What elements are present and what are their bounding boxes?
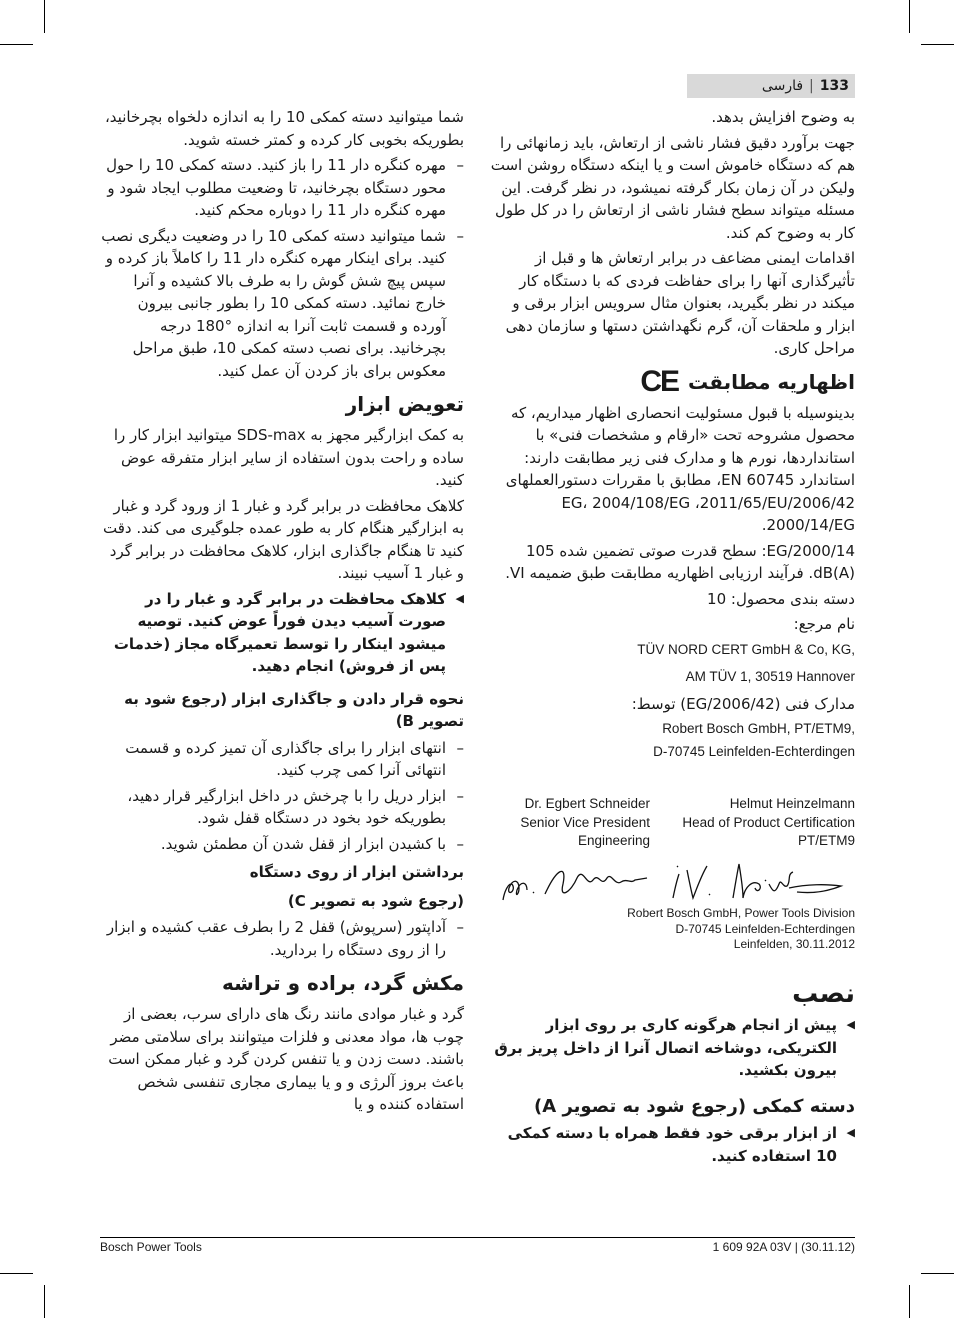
footer-brand: Bosch Power Tools [100, 1240, 202, 1254]
section-heading-install: نصب [792, 979, 855, 1009]
crop-mark [44, 0, 45, 33]
paragraph: کلاهک محافظت در برابر گرد و غبار 1 از ورود گرد و غبار به ابزارگیر هنگام کار به طور عمده جلوگیری می کند. دقت کنید تا هنگام جاگذاری ابزار، کلاهک محافظت در برابر گرد و غبار 1 آسیب نبیند. [102, 496, 464, 582]
paragraph: به وضوح افزایش بدهد. [711, 108, 855, 126]
section-heading-remove-tool-ref: (رجوع شود به تصویر C) [287, 891, 464, 910]
page-number: 133 [819, 78, 849, 94]
warning-text: کلاهک محافظت در برابر گرد و غبار را در صورت آسیب دیدن فوراً عوض کنید. توصیه میشود اینکار را توسط تعمیرگاه مجاز (خدمات پس از فروش) انجام دهید. [113, 589, 446, 675]
notified-body [487, 639, 855, 689]
paragraph: اقدامات ایمنی مضاعف در برابر ارتعاش ها و قبل از تأثیرگذاری آنها را برای حفاظت فردی که با دستگاه کار میکند در نظر بگیرید، بعنوان مثال سرویس ابزار برقی و ابزار و ملحقات آن، گرم نگهداشتن دستها و سازمان دهی مراحل کاری. [505, 249, 855, 357]
warning-text: از ابزار برقی خود فقط همراه با دسته کمکی 10 استفاده کنید. [507, 1124, 837, 1165]
company-address [497, 906, 855, 953]
section-heading-conformity [487, 364, 855, 398]
conformity-title: اظهاریه مطابقت [688, 369, 855, 394]
signatory-right [665, 795, 855, 851]
signatory-line: Senior Vice President [520, 814, 650, 830]
warning-triangle-icon: ◀ [846, 1018, 855, 1031]
section-heading-insert-tool: نحوه قرار دادن و جاگذاری ابزار (رجوع شود به تصویر B) [124, 689, 464, 730]
notified-body-line: AM TÜV 1, 30519 Hannover [685, 669, 855, 684]
section-heading-dust: مکش گرد، براده و تراشه [222, 971, 464, 995]
paragraph: بدینوسیله با قبول مسئولیت انحصاری اظهار میداریم، که محصول مشروحه تحت «ارقام و مشخصات فنی» با استانداردها، نورم ها و مدارک فنی زیر مطابقت دارند: استاندارد EN 60745، مطابق با مقررات دستورالعملهای 2006/42/EG، 2004/108/EG ،2011/65/EU 2000/14/EG. [505, 403, 855, 534]
crop-mark [44, 1285, 45, 1318]
page-header [687, 74, 855, 98]
header-separator: | [809, 78, 814, 94]
signatory-line: Head of Product Certification [682, 814, 855, 830]
warning-item [100, 588, 464, 678]
ce-mark-icon: CE [640, 364, 679, 398]
paragraph: 2000/14/EG: سطح قدرت صوتی تضمین شده 105 dB(A). فرآیند ارزیابی اظهاریه مطابقت طبق ضمیمه VI. [505, 541, 855, 582]
paragraph: دسته بندی محصول: 10 [707, 589, 855, 608]
section-heading-remove-tool: برداشتن ابزار از روی دستگاه [249, 863, 464, 881]
paragraph: گرد و غبار موادی مانند رنگ های دارای سرب، بعضی از چوب ها، مواد معدنی و فلزات میتوانند برای سلامتی مضر باشند. دست زدن و یا تنفس کردن گرد و غبار ممکن است باعث بروز آلرژی و و یا بیماری مجاری تنفسی شخص استفاده کننده و یا [108, 1005, 464, 1113]
section-heading-tool-change: تعویض ابزار [345, 392, 464, 416]
signatory-line: Helmut Heinzelmann [729, 796, 855, 811]
warning-item [487, 1122, 855, 1167]
dash-list-item: – مهره کنگره دار 11 را باز کنید. دسته کمکی 10 را حول محور دستگاه بچرخانید، تا وضعیت مطلوب ایجاد شود و مهره کنگره دار 11 را دوباره محکم کنید. [100, 154, 464, 222]
tech-docs-holder [487, 718, 855, 763]
crop-mark [909, 0, 910, 33]
signatory-line: PT/ETM9 [797, 833, 855, 848]
paragraph: مدارک فنی (2006/42/EG) توسط: [631, 694, 855, 713]
footer-rule [100, 1237, 855, 1238]
signature-left [503, 871, 647, 900]
handwritten-signatures [497, 858, 855, 908]
signatory-left [497, 795, 650, 851]
crop-mark [0, 1273, 33, 1274]
paragraph: به کمک ابزارگیر مجهز به SDS-max میتوانید ابزار کار را ساده و راحت بدون استفاده از سایر ابزار متفرقه عوض کنید. [113, 426, 464, 489]
paragraph: شما میتوانید دسته کمکی 10 را به اندازه دلخواه بچرخانید، بطوریکه بخوبی کار کرده و کمتر خسته شوید. [104, 108, 464, 149]
tech-docs-line: D-70745 Leinfelden-Echterdingen [653, 743, 855, 759]
tech-docs-line: Robert Bosch GmbH, PT/ETM9, [662, 721, 855, 736]
crop-mark [921, 44, 954, 45]
left-column [100, 106, 464, 1119]
warning-text: پیش از انجام هرگونه کاری بر روی ابزار الکتریکی، دوشاخه اتصال آنرا از داخل پریز برق بیرون بکشید. [494, 1016, 837, 1079]
dash-list-item: – با کشیدن ابزار از قفل شدن آن مطمئن شوید. [100, 833, 464, 856]
dash-list-item: – شما میتوانید دسته کمکی 10 را در وضعیت دیگری نصب کنید. برای اینکار مهره کنگره دار 11 را کاملاً باز کرده و سپس پیچ شش گوش را به طرف بالا کشیده و آنرا خارج نمائید. دسته کمکی 10 را بطور جانبی بیرون آورده و قسمت ثابت آنرا به اندازه °180 درجه بچرخانید. برای نصب دسته کمکی 10، طبق مراحل معکوس برای باز کردن آن عمل کنید. [100, 225, 464, 383]
dash-list-item: – آداپتور (سرپوش) قفل 2 را بطرف عقب کشیده و ابزار را از روی دستگاه را بردارید. [100, 916, 464, 961]
warning-item [487, 1014, 855, 1082]
warning-triangle-icon: ◀ [846, 1126, 855, 1139]
address-line: Leinfelden, 30.11.2012 [733, 937, 855, 951]
paragraph: جهت برآورد دقیق فشار ناشی از ارتعاش، باید زمانهائی را هم که دستگاه خاموش است و یا اینکه دستگاه روشن است ولیکن در آن زمان بکار گرفته نمیشود، در نظر گرفت. این مسئله میتواند سطح فشار ناشی از ارتعاش را در کل طول کار به وضوح کم کند. [490, 133, 855, 242]
footer-doc-number: 1 609 92A 03V | (30.11.12) [712, 1240, 855, 1254]
address-line: Robert Bosch GmbH, Power Tools Division [627, 906, 855, 920]
signature-right [673, 864, 841, 898]
signatory-line: Engineering [577, 833, 650, 848]
address-line: D-70745 Leinfelden-Echterdingen [675, 921, 855, 936]
right-column [487, 106, 855, 766]
section-heading-aux-handle: دسته کمکی (رجوع شود به تصویر A) [534, 1095, 855, 1117]
dash-list-item: – انتهای ابزار را برای جاگذاری آن تمیز کرده و قسمت انتهائی آنرا کمی چرب کنید. [100, 737, 464, 782]
notified-body-line: TÜV NORD CERT GmbH & Co, KG, [637, 641, 855, 657]
crop-mark [909, 1285, 910, 1318]
crop-mark [921, 1273, 954, 1274]
right-column-lower [487, 980, 855, 1177]
dash-list-item: – ابزار دریل را با چرخش در داخل ابزارگیر قرار دهید، بطوریکه خود بخود در دستگاه قفل شود. [100, 785, 464, 830]
header-language: فارسی [761, 78, 804, 94]
signatory-line: Dr. Egbert Schneider [524, 796, 650, 811]
crop-mark [0, 44, 33, 45]
warning-triangle-icon: ◀ [455, 591, 464, 605]
paragraph: نام مرجع: [793, 615, 855, 633]
